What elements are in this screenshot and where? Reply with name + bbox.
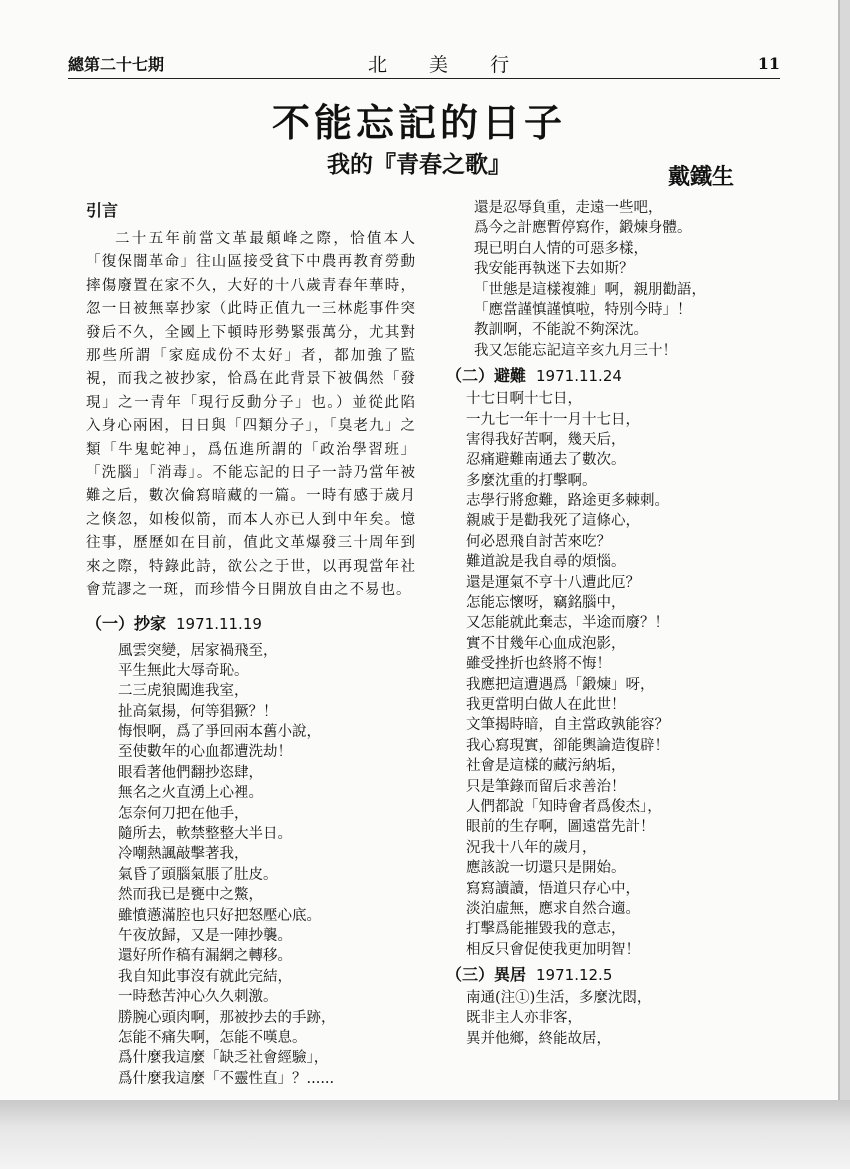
- poem-line: 還好所作稿有漏網之轉移。: [118, 948, 292, 965]
- poem-line: 氣昏了頭腦氣脹了肚皮。: [118, 866, 278, 883]
- poem-line: 至使數年的心血都遭洗劫！: [118, 744, 292, 761]
- section-title: （三）異居: [446, 965, 527, 985]
- poem-stanza: [86, 641, 416, 1090]
- section-date: 1971.11.24: [536, 367, 622, 386]
- poem-line: 冷嘲熱諷敲擊著我，: [118, 846, 249, 863]
- poem-line: 風雲突變，居家禍飛至，: [118, 642, 278, 659]
- left-column: [86, 198, 416, 1089]
- poem-line: 多麼沈重的打擊啊。: [466, 472, 597, 489]
- poem-line: 異并他鄉，終能故居，: [466, 1030, 611, 1047]
- right-column: [446, 198, 786, 1049]
- article-title: 不能忘記的日子: [271, 100, 566, 145]
- poem-line: 南通(注①)生活，多麼沈悶，: [466, 990, 652, 1007]
- section-date: 1971.11.19: [176, 614, 262, 633]
- poem-line: 淡泊虛無，應求自然合適。: [466, 900, 640, 917]
- poem-line: 一時愁苦沖心久久刺激。: [118, 989, 278, 1006]
- section-heading-3: [446, 962, 786, 988]
- poem-line: 文筆揭時暗，自主當政孰能容？: [466, 717, 669, 734]
- poem-line: 實不甘幾年心血成泡影，: [466, 635, 626, 652]
- poem-stanza: [446, 198, 786, 361]
- poem-line: 雖受挫折也終將不悔！: [466, 656, 611, 673]
- poem-line: 平生無此大辱奇恥。: [118, 662, 249, 679]
- poem-line: 怎奈何刀把在他手，: [118, 805, 249, 822]
- poem-line: 何必恩飛自討苦來吃？: [466, 533, 611, 550]
- poem-line: 既非主人亦非客，: [466, 1010, 582, 1027]
- poem-line: 勝腕心頭肉啊，那被抄去的手跡，: [118, 1009, 336, 1026]
- poem-line: 現已明白人情的可惡多樣，: [474, 240, 648, 257]
- poem-line: 教訓啊，不能說不夠深沈。: [474, 322, 648, 339]
- poem-line: 只是筆錄而留后求善治！: [466, 778, 626, 795]
- poem-line: 親戚于是勸我死了這條心，: [466, 513, 640, 530]
- section-heading-2: [446, 363, 786, 389]
- poem-line: 人們都說「知時會者爲俊杰」，: [466, 798, 662, 815]
- poem-line: 午夜放歸，又是一陣抄襲。: [118, 927, 292, 944]
- poem-line: 況我十八年的歲月，: [466, 839, 597, 856]
- poem-line: 相反只會促使我更加明智！: [466, 941, 640, 958]
- poem-line: 我自知此事沒有就此完結，: [118, 968, 292, 985]
- poem-line: 我心寫現實，卻能輿論造復辟！: [466, 737, 669, 754]
- poem-line: 我應把這遭遇爲「鍛煉」呀，: [466, 676, 655, 693]
- poem-line: 眼前的生存啊，圖遠當先計！: [466, 819, 655, 836]
- page-number: 11: [757, 54, 780, 73]
- poem-line: 爲今之計應暫停寫作，鍛煉身體。: [474, 220, 692, 237]
- poem-stanza: [446, 389, 786, 960]
- poem-line: 扯高氣揚，何等猖獗？！: [118, 703, 278, 720]
- poem-line: 還是忍辱負重，走遠一些吧，: [474, 200, 663, 216]
- poem-line: 怎能不痛失啊，怎能不嘆息。: [118, 1029, 307, 1046]
- poem-stanza: [446, 988, 786, 1049]
- poem-line: 二三虎狼闖進我室，: [118, 683, 249, 700]
- poem-line: 隨所去，軟禁整整大半日。: [118, 826, 292, 843]
- poem-line: 十七日啊十七日，: [466, 391, 582, 408]
- section-heading-1: [86, 611, 416, 637]
- poem-line: 一九七一年十一月十七日，: [466, 411, 640, 428]
- poem-line: 「世態是這樣複雜」啊，親朋勸語，: [474, 281, 706, 298]
- poem-line: 應該說一切還只是開始。: [466, 860, 626, 877]
- poem-line: 寫寫讀讀，悟道只存心中，: [466, 880, 640, 897]
- poem-line: 爲什麼我這麼「缺乏社會經驗」，: [118, 1050, 329, 1067]
- poem-line: 還是運氣不亨十八遭此厄？: [466, 574, 640, 591]
- page-header: [68, 50, 780, 79]
- scan-shadow: [0, 1100, 850, 1169]
- poem-line: 我安能再執迷下去如斯？: [474, 261, 634, 278]
- intro-heading: 引言: [86, 201, 119, 220]
- section-title: （二）避難: [446, 366, 527, 386]
- article-subtitle: 我的『青春之歌』: [327, 151, 511, 178]
- magazine-name: 北 美 行: [368, 54, 528, 76]
- poem-line: 害得我好苦啊，幾天后，: [466, 431, 626, 448]
- poem-line: 爲什麼我這麼「不靈性直」？......: [118, 1070, 335, 1087]
- section-date: 1971.12.5: [536, 966, 613, 985]
- poem-line: 我更當明白做人在此世！: [466, 696, 626, 713]
- poem-line: 打擊爲能摧毀我的意志，: [466, 921, 626, 938]
- intro-paragraph: 二十五年前當文革最顛峰之際，恰值本人「復保闇革命」往山區接受貧下中農再教育勞動摔傷廢置在家不久，大好的十八歲青春年華時，忽一日被無辜抄家（此時正值九一三林彪事件突發后不久，全國上下頓時形勢緊張萬分，尤其對那些所謂「家庭成份不太好」者，都加強了監視，而我之被抄家，恰爲在此背景下被偶然「發現」之一青年「現行反動分子」也。）並從此陷入身心兩困，日日與「四類分子」，「臭老九」之類「牛鬼蛇神」，爲伍進所謂的「政治學習班」「洗腦」「消毒」。不能忘記的日子一詩乃當年被難之后，數次倫寫暗藏的一篇。一時有感于歲月之倏忽，如梭似箭，而本人亦已人到中年矣。憶往事，歷歷如在目前，值此文革爆發三十周年到來之際，特錄此詩，欲公之于世，以再現當年社會荒謬之一斑，而珍惜今日開放自由之不易也。: [86, 231, 416, 599]
- poem-line: 無名之火直湧上心裡。: [118, 785, 263, 802]
- poem-line: 忍痛避難南通去了數次。: [466, 452, 626, 469]
- poem-line: 又怎能就此棄志，半途而廢？！: [466, 615, 669, 632]
- poem-line: 悔恨啊，爲了爭回兩本舊小說，: [118, 724, 321, 741]
- author-name: 戴鐵生: [668, 164, 735, 190]
- poem-line: 然而我已是甕中之鱉，: [118, 887, 263, 904]
- poem-line: 社會是這樣的藏污納垢，: [466, 758, 626, 775]
- poem-line: 「應當謹慎謹慎啦，特別今時」！: [474, 301, 692, 318]
- poem-line: 眼看著他們翻抄恣肆，: [118, 764, 263, 781]
- poem-line: 志學行將愈難，路途更多棘刺。: [466, 493, 669, 510]
- issue-number: 總第二十七期: [68, 55, 165, 74]
- poem-line: 我又怎能忘記這辛亥九月三十！: [474, 342, 677, 359]
- poem-line: 怎能忘懷呀，竊銘腦中，: [466, 595, 626, 612]
- poem-line: 難道說是我自尋的煩惱。: [466, 554, 626, 571]
- poem-line: 雖憤懣滿腔也只好把怒壓心底。: [118, 907, 321, 924]
- section-title: （一）抄家: [86, 613, 167, 633]
